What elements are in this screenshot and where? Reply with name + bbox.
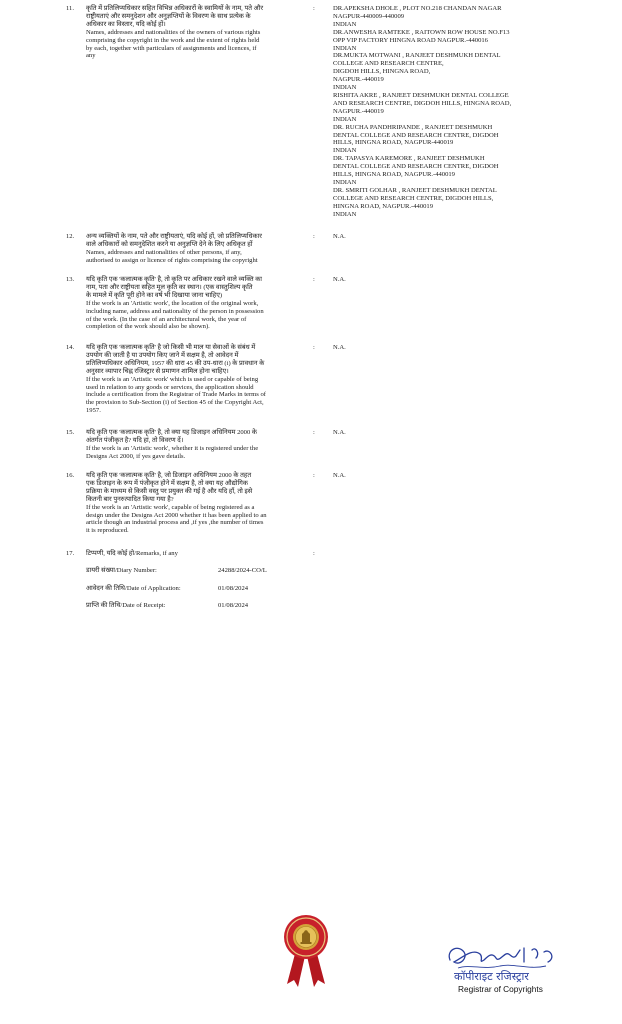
item-number: 15.	[66, 429, 75, 436]
item-question: कृति में प्रतिलिप्यधिकार सहित विभिन्न अधिकारों के स्वामियों के नाम, पते और राष्ट्रीयताएं और समनुदेशन और अनुज्ञप्तियों के विवरण के साथ प्रत्येक के अधिकार का विस्तार, यदि कोई हों। Names, addresses and nationalities of the owners of various rights comprising the copyright in the work and the extent of rights held by each, together with particulars of assignments and licences, if any	[86, 5, 264, 60]
item-answer: N.A.	[333, 233, 346, 240]
receipt-date-value: 01/08/2024	[218, 602, 249, 609]
item-question: यदि कृति एक 'कलात्मक कृति' है, तो कृति पर अधिकार रखने वाले व्यक्ति का नाम, पता और राष्ट्रीयता सहित मूल कृति का स्थान। (एक वास्तुशिल्प कृति के मामले में कृति पूरी होने का वर्ष भी दिखाया जाना चाहिए) If the work is an 'Artistic work', the location of the original work, including name, address and nationality of the person in possession of the work. (In the case of an architectural work, the year of completion of the work should also be shown).	[86, 276, 264, 331]
colon-separator: :	[313, 344, 315, 351]
colon-separator: :	[313, 550, 315, 557]
colon-separator: :	[313, 233, 315, 240]
item-answer: N.A.	[333, 429, 346, 436]
signature-icon	[440, 938, 570, 984]
colon-separator: :	[313, 429, 315, 436]
item-number: 14.	[66, 344, 75, 351]
item-number: 12.	[66, 233, 75, 240]
colon-separator: :	[313, 276, 315, 283]
application-date-label: आवेदन की तिथि/Date of Application:	[86, 585, 181, 592]
colon-separator: :	[313, 472, 315, 479]
item-answer: N.A.	[333, 276, 346, 283]
diary-number-label: डायरी संख्या/Diary Number:	[86, 567, 157, 574]
item-number: 11.	[66, 5, 74, 12]
seal-icon	[281, 914, 331, 988]
item-question: अन्य व्यक्तियों के नाम, पते और राष्ट्रीयताएं, यदि कोई हों, जो प्रतिलिप्यधिकार वाले अधिकारों को समनुदेशित करने या अनुज्ञप्ति देने के लिए अधिकृत हों Names, addresses and nationalities of other persons, if any, authorised to assign or licence of rights comprising the copyright	[86, 233, 263, 264]
item-answer: N.A.	[333, 472, 346, 479]
item-number: 17.	[66, 550, 75, 557]
owners-list: DR.APEKSHA DHOLE , PLOT NO.218 CHANDAN NAGAR NAGPUR-440009-440009 INDIAN DR.ANWESHA RAMTEKE , RAITOWN ROW HOUSE NO.F13 OPP VIP FACTORY HINGNA ROAD NAGPUR.-440016 INDIAN DR.MUKTA MOTWANI , RANJEET DESHMUKH DENTAL COLLEGE AND RESEARCH CENTRE, DIGDOH HILLS, HINGNA ROAD, NAGPUR.-440019 INDIAN RISHITA AKRE , RANJEET DESHMUKH DENTAL COLLEGE AND RESEARCH CENTRE, DIGDOH HILLS, HINGNA ROAD, NAGPUR.-440019 INDIAN DR. RUCHA PANDHRIPANDE , RANJEET DESHMUKH DENTAL COLLEGE AND RESEARCH CENTRE, DIGDOH HILLS, HINGNA ROAD, NAGPUR-440019 INDIAN DR. TAPASYA KAREMORE , RANJEET DESHMUKH DENTAL COLLEGE AND RESEARCH CENTRE, DIGDOH HILLS, HINGNA ROAD, NAGPUR.-440019 INDIAN DR. SMRITI GOLHAR , RANJEET DESHMUKH DENTAL COLLEGE AND RESEARCH CENTRE, DIGDOH HILLS, HINGNA ROAD, NAGPUR.-440019 INDIAN	[333, 5, 512, 218]
signature-hindi-text: कॉपीराइट रजिस्ट्रार	[454, 970, 529, 983]
item-question: यदि कृति एक 'कलात्मक कृति' है जो किसी भी माल या सेवाओं के संबंध में उपयोग की जाती है या उपयोग किए जाने में सक्षम है, तो आवेदन में प्रतिलिप्यधिकार अधिनियम, 1957 की धारा 45 की उप-धारा (i) के प्रावधान के अनुसार व्यापार चिह्न रजिस्ट्रार से प्रमाणन शामिल होना चाहिए। If the work is an 'Artistic work' which is used or capable of being used in relation to any goods or services, the application should include a certification from the Registrar of Trade Marks in terms of the provision to Sub-Section (i) of Section 45 of the Copyright Act, 1957.	[86, 344, 266, 415]
colon-separator: :	[313, 5, 315, 12]
diary-number-value: 24288/2024-CO/L	[218, 567, 267, 574]
item-question: यदि कृति एक 'कलात्मक कृति' है, जो डिजाइन अधिनियम 2000 के तहत एक डिजाइन के रूप में पंजीकृत होने में सक्षम है, तो क्या यह औद्योगिक प्रक्रिया के माध्यम से किसी वस्तु पर प्रयुक्त की गई है और यदि हाँ, तो इसे कितनी बार पुनरुत्पादित किया गया है? If the work is an 'Artistic work', capable of being registered as a design under the Designs Act 2000 whether it has been applied to an article though an industrial process and ,if yes ,the number of times it is reproduced.	[86, 472, 267, 535]
receipt-date-label: प्राप्ति की तिथि/Date of Receipt:	[86, 602, 166, 609]
application-date-value: 01/08/2024	[218, 585, 249, 592]
item-question: यदि कृति एक 'कलात्मक कृति' है, तो क्या यह डिजाइन अधिनियम 2000 के अंतर्गत पंजीकृत है? यदि हां, तो विवरण दें। If the work is an 'Artistic work', whether it is registered under the Designs Act 2000, if yes gave details.	[86, 429, 259, 460]
item-number: 16.	[66, 472, 75, 479]
item-answer: N.A.	[333, 344, 346, 351]
item-number: 13.	[66, 276, 75, 283]
registrar-of-copyrights-label: Registrar of Copyrights	[458, 984, 543, 994]
remarks-label: टिप्पणी, यदि कोई हो/Remarks, if any	[86, 550, 178, 557]
